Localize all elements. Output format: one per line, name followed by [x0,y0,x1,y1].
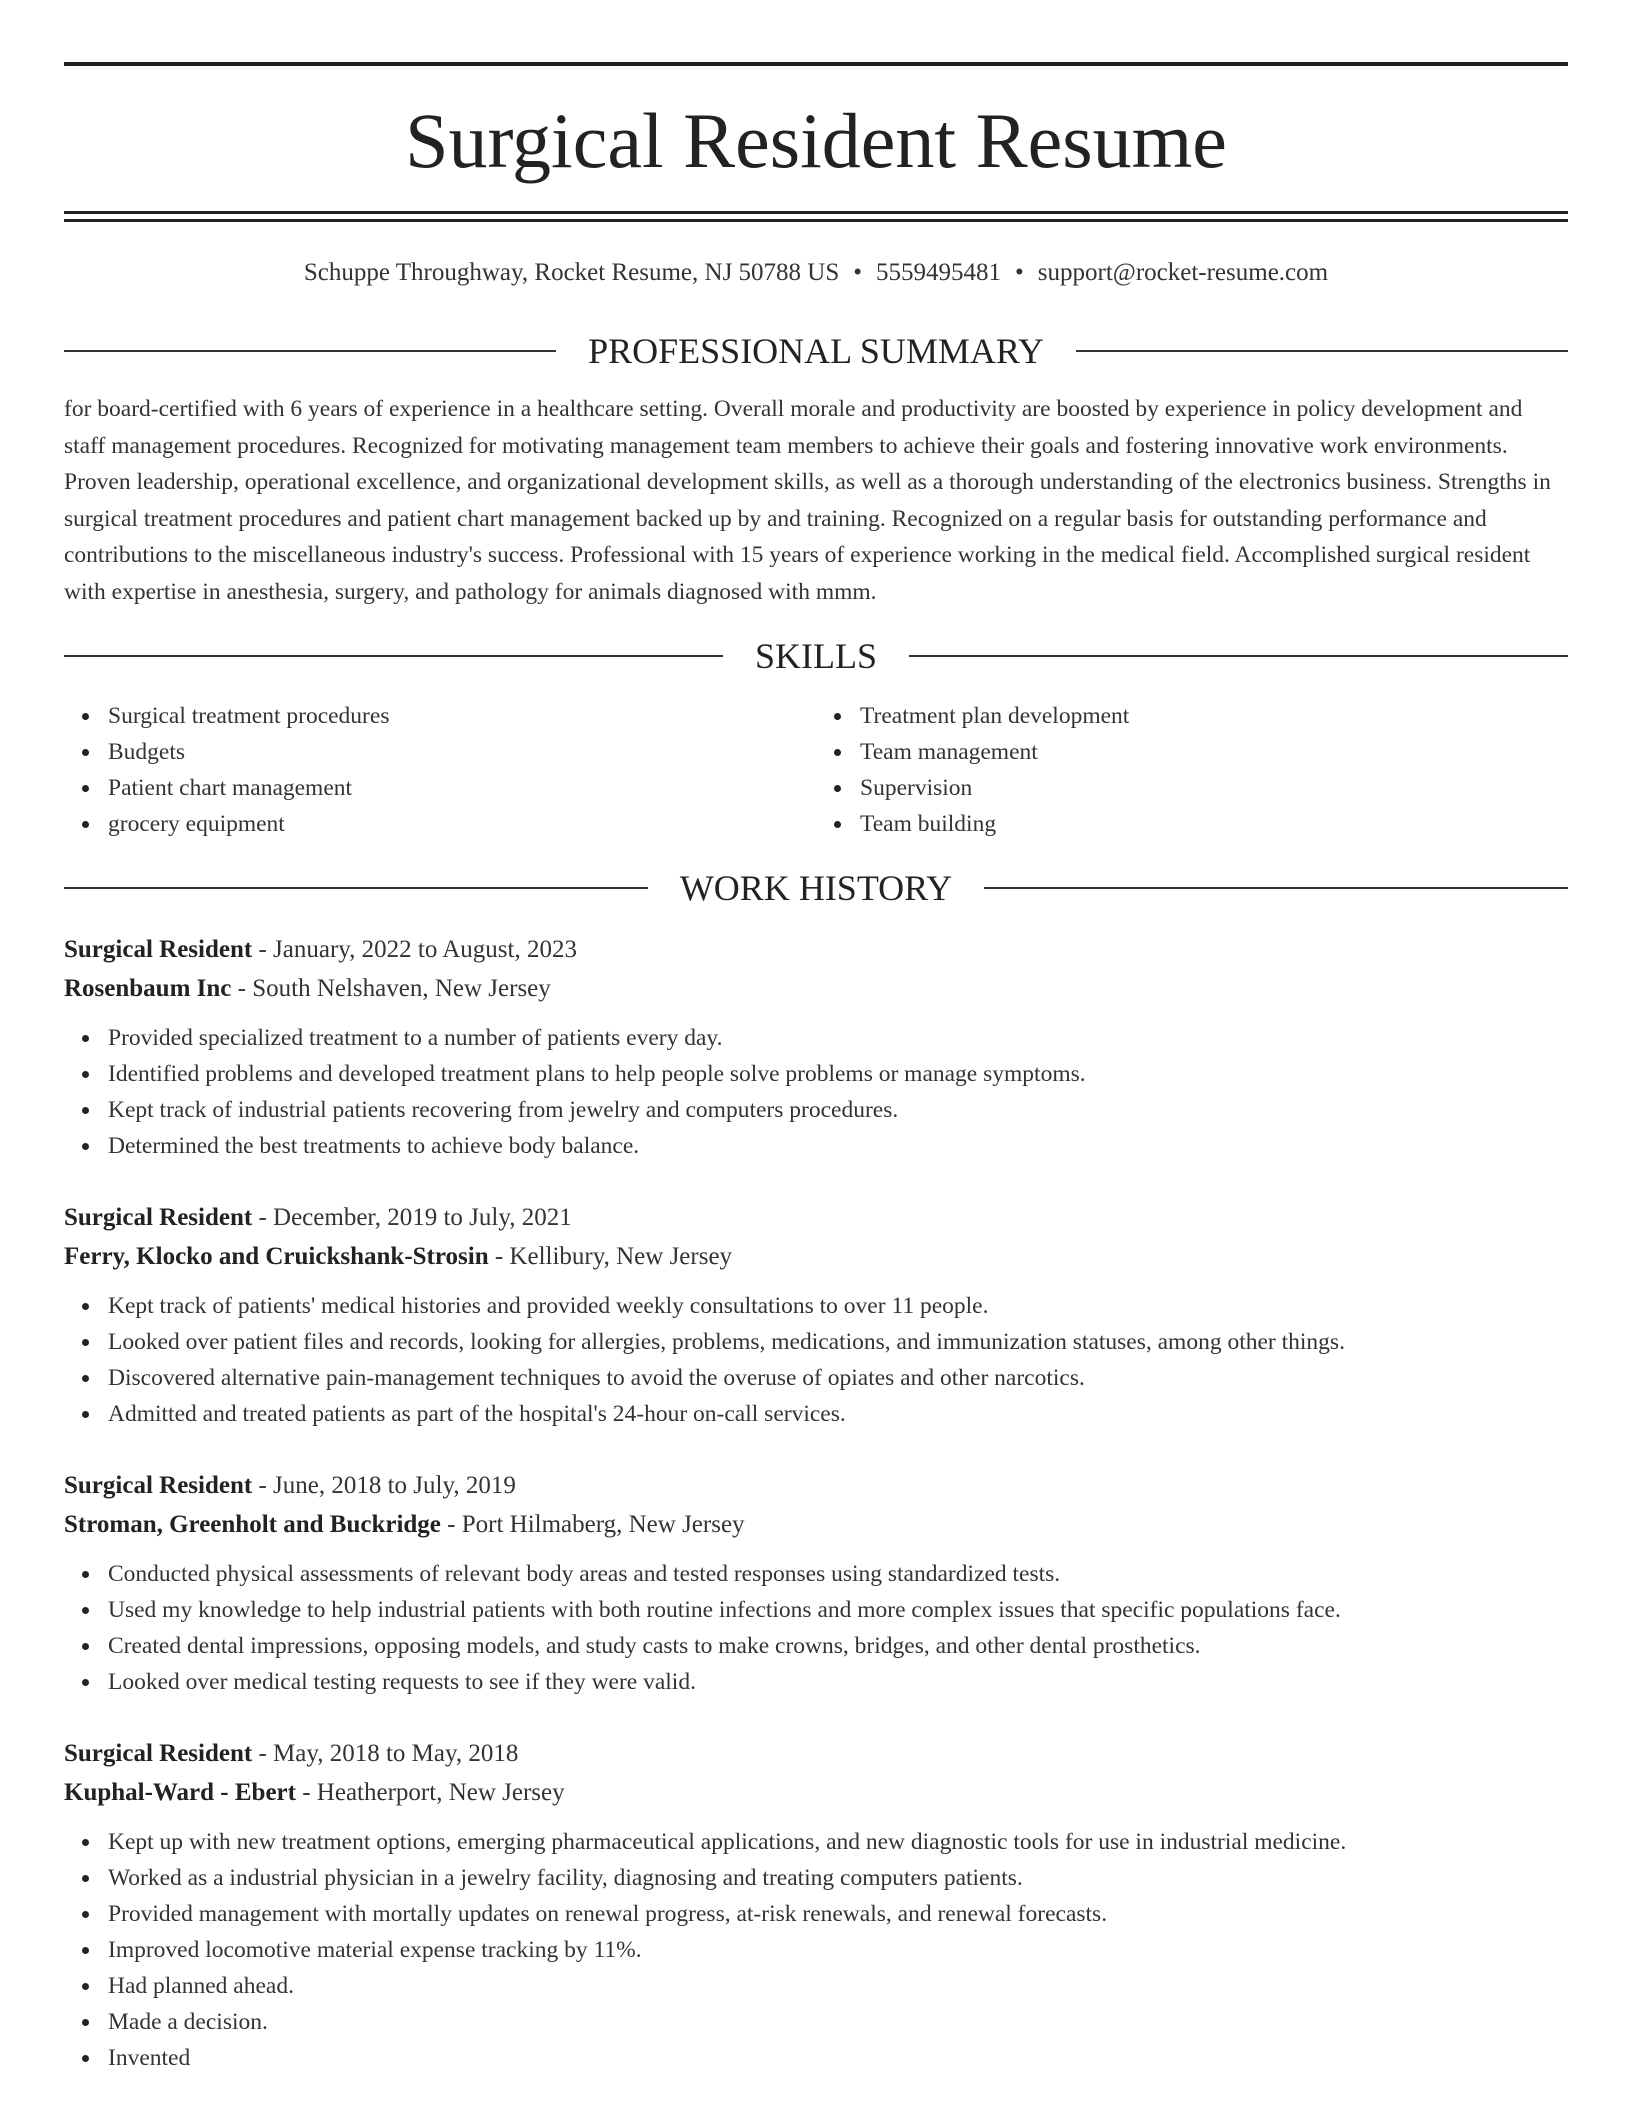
job-company-line [64,1505,1568,1544]
skill-item: Surgical treatment procedures [64,698,816,734]
summary-heading [64,331,1568,371]
contact-phone: 5559495481 [876,259,1002,286]
job-bullet: Conducted physical assessments of relevant body areas and tested responses using standardized tests. [64,1556,1568,1592]
contact-separator: • [1015,259,1024,286]
title-double-rule [64,211,1568,222]
job-bullets [64,1288,1568,1432]
job-title-line [64,1734,1568,1773]
job-bullet: Worked as a industrial physician in a jewelry facility, diagnosing and treating computers patients. [64,1860,1568,1896]
skills-list [64,698,1568,842]
job-bullet: Made a decision. [64,2004,1568,2040]
job-company: Rosenbaum Inc [64,975,232,1002]
skills-heading [64,636,1568,676]
job-bullet: Identified problems and developed treatment plans to help people solve problems or manage symptoms. [64,1056,1568,1092]
heading-rule-left [64,887,648,889]
skill-item: Patient chart management [64,770,816,806]
job-company-line [64,969,1568,1008]
heading-rule-left [64,350,556,352]
skills-heading-text: SKILLS [755,636,878,676]
job-title: Surgical Resident [64,1204,253,1231]
job-bullets [64,1020,1568,1164]
job-location: - Heatherport, New Jersey [295,1779,565,1806]
skill-item: Treatment plan development [816,698,1568,734]
job-bullet: Had planned ahead. [64,1968,1568,2004]
work-heading-text: WORK HISTORY [679,868,953,908]
job-dates: - January, 2022 to August, 2023 [252,936,577,963]
job-title-line [64,1466,1568,1505]
skills-column-right [816,698,1568,842]
job-bullet: Looked over medical testing requests to see if they were valid. [64,1664,1568,1700]
heading-rule-right [909,655,1568,657]
resume-title: Surgical Resident Resume [405,97,1227,184]
job-title: Surgical Resident [64,936,253,963]
job-title-line [64,930,1568,969]
job-location: - South Nelshaven, New Jersey [231,975,551,1002]
heading-rule-right [1076,350,1568,352]
job-bullet: Used my knowledge to help industrial patients with both routine infections and more complex issues that specific populations face. [64,1592,1568,1628]
job-bullet: Provided specialized treatment to a number of patients every day. [64,1020,1568,1056]
heading-rule-right [984,887,1568,889]
job-company: Ferry, Klocko and Cruickshank-Strosin [64,1243,489,1270]
job-company-line [64,1237,1568,1276]
job-entry [64,930,1568,1164]
job-company-line [64,1773,1568,1812]
skill-item: Team management [816,734,1568,770]
job-company: Kuphal-Ward - Ebert [64,1779,296,1806]
contact-email: support@rocket-resume.com [1037,259,1329,286]
skills-column-left [64,698,816,842]
job-bullet: Improved locomotive material expense tracking by 11%. [64,1932,1568,1968]
job-bullet: Provided management with mortally updates on renewal progress, at-risk renewals, and renewal forecasts. [64,1896,1568,1932]
job-location: - Port Hilmaberg, New Jersey [440,1511,745,1538]
job-dates: - May, 2018 to May, 2018 [252,1740,519,1767]
job-bullets [64,1824,1568,2076]
job-bullet: Kept up with new treatment options, emerging pharmaceutical applications, and new diagnostic tools for use in industrial medicine. [64,1824,1568,1860]
job-bullet: Determined the best treatments to achieve body balance. [64,1128,1568,1164]
job-title: Surgical Resident [64,1472,253,1499]
skill-item: Budgets [64,734,816,770]
work-heading [64,868,1568,908]
job-title-line [64,1198,1568,1237]
skill-item: Team building [816,806,1568,842]
job-entry [64,1198,1568,1432]
job-bullet: Kept track of industrial patients recovering from jewelry and computers procedures. [64,1092,1568,1128]
job-bullet: Created dental impressions, opposing models, and study casts to make crowns, bridges, and other dental prosthetics. [64,1628,1568,1664]
skill-item: Supervision [816,770,1568,806]
job-dates: - June, 2018 to July, 2019 [252,1472,516,1499]
job-company: Stroman, Greenholt and Buckridge [64,1511,441,1538]
job-bullet: Invented [64,2040,1568,2076]
job-bullet: Admitted and treated patients as part of the hospital's 24-hour on-call services. [64,1396,1568,1432]
job-bullets [64,1556,1568,1700]
summary-heading-text: PROFESSIONAL SUMMARY [588,331,1044,371]
job-dates: - December, 2019 to July, 2021 [252,1204,572,1231]
job-bullet: Kept track of patients' medical histories and provided weekly consultations to over 11 people. [64,1288,1568,1324]
skill-item: grocery equipment [64,806,816,842]
job-entry [64,1734,1568,2076]
contact-separator: • [853,259,863,286]
summary-text: for board-certified with 6 years of experience in a healthcare setting. Overall morale and productivity are boosted by experience in policy development and staff management procedures. Recognized for motivating management team members to achieve their goals and fostering innovative work environments. Proven leadership, operational excellence, and organizational development skills, as well as a thorough understanding of the electronics business. Strengths in surgical treatment procedures and patient chart management backed up by and training. Recognized on a regular basis for outstanding performance and contributions to the miscellaneous industry's success. Professional with 15 years of experience working in the medical field. Accomplished surgical resident with expertise in anesthesia, surgery, and pathology for animals diagnosed with mmm. [64,396,1551,605]
job-entry [64,1466,1568,1700]
heading-rule-left [64,655,723,657]
contact-address: Schuppe Throughway, Rocket Resume, NJ 50788 US [303,259,840,286]
contact-line [64,260,1568,285]
job-location: - Kellibury, New Jersey [488,1243,733,1270]
job-bullet: Discovered alternative pain-management techniques to avoid the overuse of opiates and other narcotics. [64,1360,1568,1396]
job-title: Surgical Resident [64,1740,253,1767]
job-bullet: Looked over patient files and records, looking for allergies, problems, medications, and immunization statuses, among other things. [64,1324,1568,1360]
